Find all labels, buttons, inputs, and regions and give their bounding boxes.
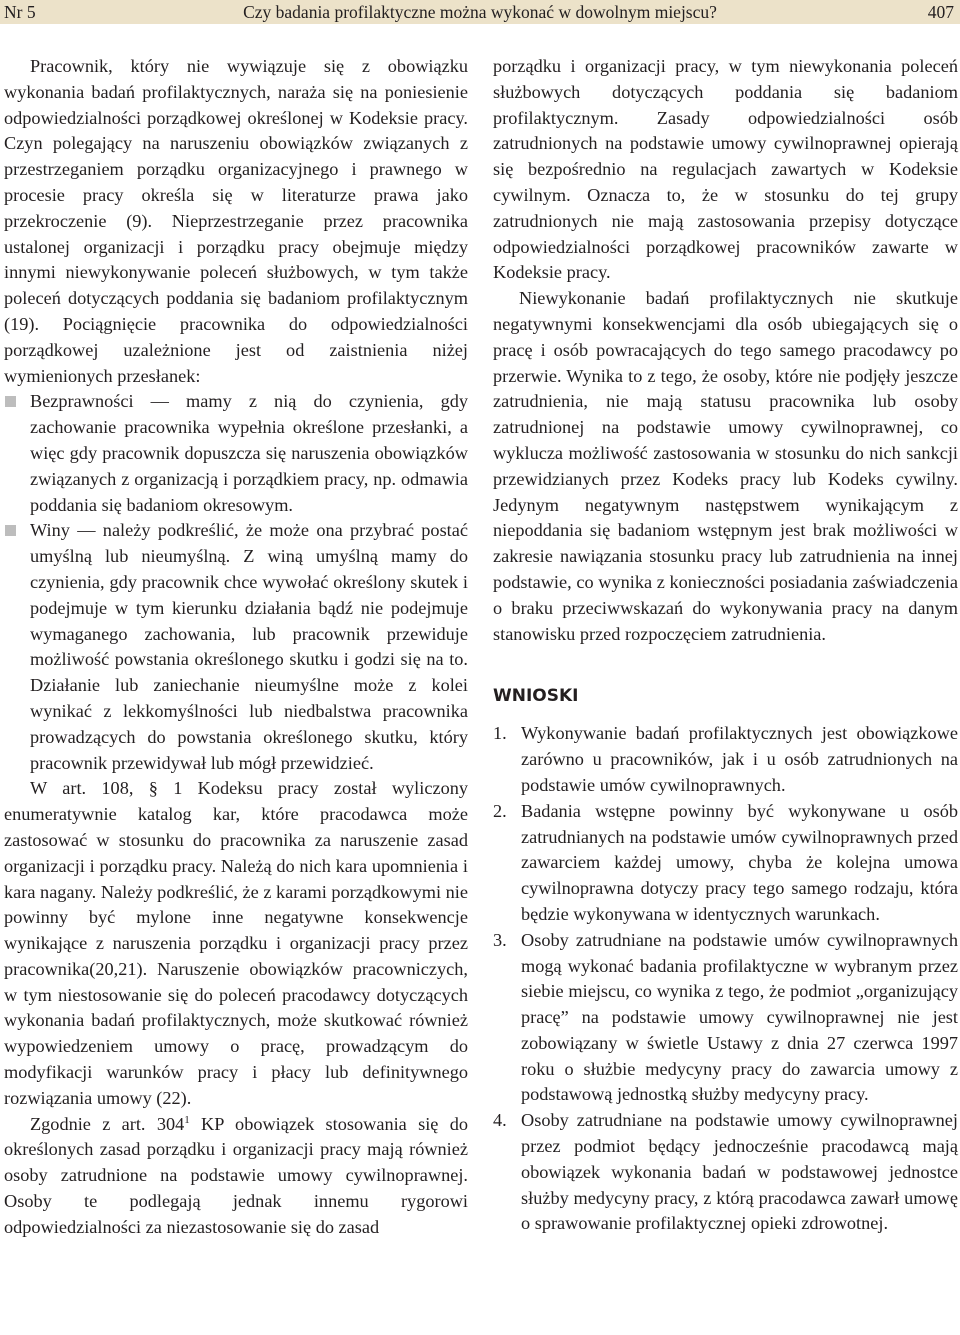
paragraph	[4, 1112, 468, 1241]
paragraph: Pracownik, który nie wywiązuje się z obowiązku wykonania badań profilaktycznych, naraża się na poniesienie odpowiedzialności porządkowej określonej w Kodeksie pracy. Czyn polegający na naruszeniu obowiązków związanych z przestrzeganiem porządku organizacyjnego i prawnego w procesie pracy określa się w literaturze prawa jako przekroczenie (9). Nieprzestrzeganie przez pracownika ustalonej organizacji i porządku pracy obejmuje między innymi niewykonywanie poleceń służbowych, w tym także poleceń dotyczących poddania się badaniom profilaktycznym (19). Pociągnięcie pracownika do odpowiedzialności porządkowej uzależnione jest od zaistnienia niżej wymienionych przesłanek:	[4, 56, 468, 386]
item-number: 1.	[493, 723, 507, 744]
superscript: 1	[184, 1113, 190, 1126]
conclusion-item	[493, 1108, 958, 1237]
bullet-text: Winy — należy podkreślić, że może ona przybrać postać umyślną lub nieumyślną. Z winą umyślną mamy do czynienia, gdy pracownik chce wywołać określony skutek i podejmuje w tym kierunku działania bądź nie podejmuje wymaganego zachowania, lub pracownik przewiduje możliwość powstania określonego skutku i godzi się na to. Działanie lub zaniechanie nieumyślne może z kolei wynikać z lekkomyślności lub niedbalstwa pracownika prowadzących do powstania określonego skutku, który pracownik przewidywał lub mógł przewidzieć.	[30, 520, 468, 773]
running-title: Czy badania profilaktyczne można wykonać w dowolnym miejscu?	[243, 2, 717, 22]
paragraph: porządku i organizacji pracy, w tym niewykonania poleceń służbowych dotyczących poddania się badaniom profilaktycznym. Zasady odpowiedzialności osób zatrudnionych na podstawie umowy cywilnoprawnej opierają się bezpośrednio na regulacjach zawartych w Kodeksie cywilnym. Oznacza to, że w stosunku do tej grupy zatrudnionych nie mają zastosowania przepisy dotyczące odpowiedzialności porządkowej pracowników zawarte w Kodeksie pracy.	[493, 56, 958, 283]
bullet-square-icon	[5, 525, 16, 536]
bullet-item	[4, 389, 468, 518]
page-number: 407	[927, 2, 954, 22]
bullet-item	[4, 518, 468, 776]
section-heading: WNIOSKI	[493, 686, 579, 707]
item-number: 3.	[493, 929, 507, 950]
bullet-square-icon	[5, 396, 16, 407]
item-number: 4.	[493, 1110, 507, 1131]
running-header	[0, 0, 960, 24]
right-column	[493, 54, 958, 1237]
paragraph: W art. 108, § 1 Kodeksu pracy został wyliczony enumeratywnie katalog kar, które pracodawca może zastosować w stosunku do pracownika za naruszenie zasad organizacji i porządku pracy. Należą do nich kara upomnienia i kara nagany. Należy podkreślić, że z karami porządkowymi nie powinny być mylone inne negatywne konsekwencje wynikające z naruszenia porządku i organizacji pracy przez pracownika(20,21). Naruszenie obowiązków pracowniczych, w tym niestosowanie się do poleceń pracodawcy dotyczących wykonania badań profilaktycznych, może skutkować również wypowiedzeniem umowy o pracę, prowadzącym do modyfikacji warunków pracy i płacy lub definitywnego rozwiązania umowy (22).	[4, 778, 468, 1108]
conclusion-item	[493, 928, 958, 1109]
text-run: KP obowiązek stosowania się do określonych zasad porządku i organizacji pracy mają również osoby zatrudnione na podstawie umowy cywilnoprawnej. Osoby te podlegają jednak innemu rygorowi odpowiedzialności za niezastosowanie się do zasad	[4, 1113, 468, 1237]
item-text: Badania wstępne powinny być wykonywane u osób zatrudnianych na podstawie umów cywilnoprawnych przed zawarciem każdej umowy, chyba że kolejna umowa cywilnoprawna dotyczy pracy tego samego rodzaju, która będzie wykonywana w identycznych warunkach.	[521, 800, 958, 924]
item-number: 2.	[493, 800, 507, 821]
text-run: Zgodnie z art. 304	[30, 1113, 185, 1134]
issue-number: Nr 5	[4, 2, 36, 22]
bullet-text: Bezprawności — mamy z nią do czynienia, gdy zachowanie pracownika wypełnia określone przesłanki, a więc gdy pracownik dopuszcza się naruszenia obowiązków związanych z organizacją i porządkiem pracy, np. odmawia poddania się badaniom okresowym.	[30, 391, 468, 515]
item-text: Wykonywanie badań profilaktycznych jest obowiązkowe zarówno u pracowników, jak i u osób zatrudnionych na podstawie umów cywilnoprawnych.	[521, 723, 958, 795]
paragraph: Niewykonanie badań profilaktycznych nie skutkuje negatywnymi konsekwencjami dla osób ubiegających się o pracę i osób powracających do tego samego pracodawcy po przerwie. Wynika to z tego, że osoby, które nie podjęły jeszcze zatrudnienia, nie mają statusu pracownika lub osoby zatrudnionej na podstawie umowy cywilnoprawnej, co wyklucza możliwość zastosowania w stosunku do nich sankcji przewidzianych przez Kodeks pracy lub Kodeks cywilny. Jedynym negatywnym następstwem wynikającym z niepoddania się badaniom wstępnym jest brak możliwości w zakresie nawiązania stosunku pracy lub zatrudnienia na innej podstawie, co wynika z konieczności posiadania zaświadczenia o braku przeciwwskazań do wykonywania pracy na danym stanowisku przed rozpoczęciem zatrudnienia.	[493, 288, 958, 644]
item-text: Osoby zatrudniane na podstawie umów cywilnoprawnych mogą wykonać badania profilaktyczne w wybranym przez siebie miejscu, co wynika z tego, że podmiot „organizujący pracę” na podstawie umowy cywilnoprawnej nie jest zobowiązany w świetle Ustawy z dnia 27 czerwca 1997 roku o służbie medycyny pracy do zawarcia umowy z podstawową jednostką służby medycyny pracy.	[521, 929, 958, 1105]
conclusion-item	[493, 799, 958, 928]
item-text: Osoby zatrudniane na podstawie umowy cywilnoprawnej przez podmiot będący jednocześnie pracodawcą mają obowiązek wykonania badań w podstawowej jednostce służby medycyny pracy, z którą pracodawca zawarł umowę o sprawowanie profilaktycznej opieki zdrowotnej.	[521, 1110, 958, 1234]
conclusion-item	[493, 721, 958, 798]
left-column	[4, 54, 468, 1241]
